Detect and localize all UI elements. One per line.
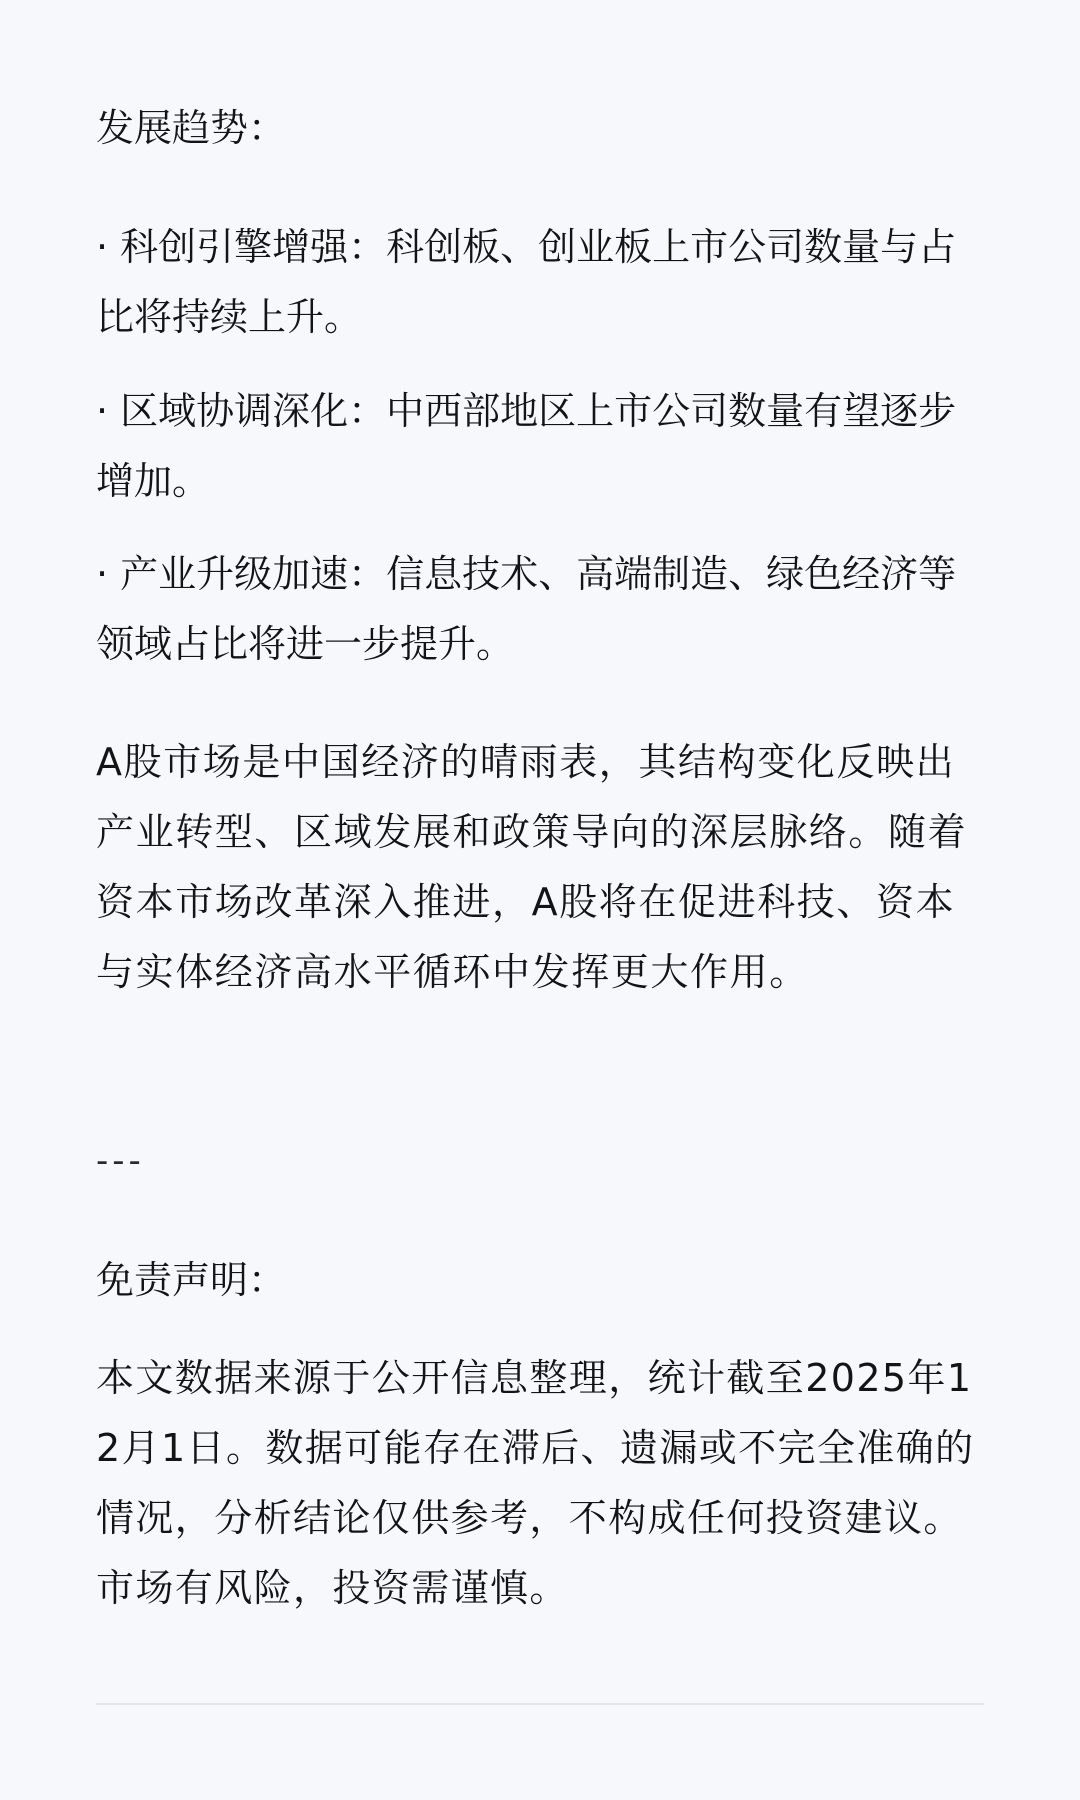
summary-paragraph: A股市场是中国经济的晴雨表，其结构变化反映出产业转型、区域发展和政策导向的深层脉络。随着资本市场改革深入推进，A股将在促进科技、资本与实体经济高水平循环中发挥更大作用。	[96, 740, 968, 994]
trend-item-region: · 区域协调深化：中西部地区上市公司数量有望逐步增加。	[96, 389, 957, 503]
disclaimer-heading: 免责声明：	[96, 1258, 287, 1302]
trend-item-industry: · 产业升级加速：信息技术、高端制造、绿色经济等领域占比将进一步提升。	[96, 552, 957, 666]
disclaimer-paragraph: 本文数据来源于公开信息整理，统计截至2025年12月1日。数据可能存在滞后、遗漏或不完全准确的情况，分析结论仅供参考，不构成任何投资建议。市场有风险，投资需谨慎。	[96, 1356, 975, 1610]
separator-text: ---	[96, 1141, 145, 1181]
trends-heading: 发展趋势：	[96, 106, 287, 150]
bottom-divider	[96, 1703, 984, 1705]
trend-item-tech: · 科创引擎增强：科创板、创业板上市公司数量与占比将持续上升。	[96, 225, 957, 339]
